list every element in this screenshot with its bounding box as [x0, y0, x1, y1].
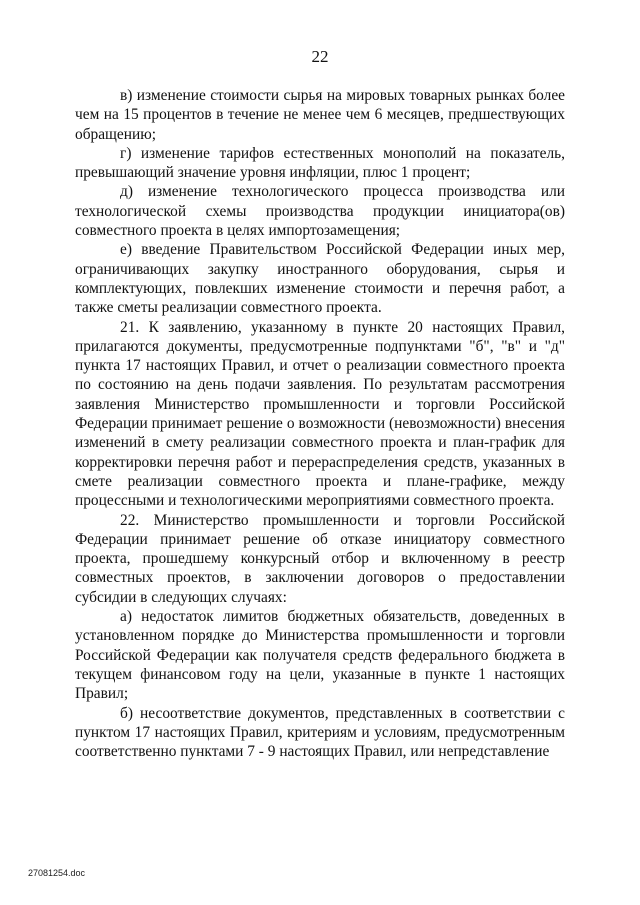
paragraph-item-e: е) введение Правительством Российской Федерации иных мер, ограничивающих закупку иностранного оборудования, сырья и комплектующих, повлекших изменение стоимости и перечня работ, а также сметы реализации совместного проекта.	[75, 241, 565, 317]
document-body	[75, 86, 565, 761]
page-number: 22	[311, 47, 329, 66]
paragraph-item-v: в) изменение стоимости сырья на мировых товарных рынках более чем на 15 процентов в течение не менее чем 6 месяцев, предшествующих обращению;	[75, 87, 565, 143]
paragraph-clause-22: 22. Министерство промышленности и торговли Российской Федерации принимает решение об отказе инициатору совместного проекта, прошедшему конкурсный отбор и включенному в реестр совместных проектов, в заключении договоров о предоставлении субсидии в следующих случаях:	[75, 511, 565, 606]
paragraph-item-b: б) несоответствие документов, представленных в соответствии с пунктом 17 настоящих Правил, критериям и условиям, предусмотренным соответственно пунктами 7 - 9 настоящих Правил, или непредставление	[75, 704, 565, 761]
paragraph-item-d: д) изменение технологического процесса производства или технологической схемы производства продукции инициатора(ов) совместного проекта в целях импортозамещения;	[75, 183, 565, 240]
paragraph-item-a: а) недостаток лимитов бюджетных обязательств, доведенных в установленном порядке до Министерства промышленности и торговли Российской Федерации как получателя средств федерального бюджета в текущем финансовом году на цели, указанные в пункте 1 настоящих Правил;	[75, 608, 565, 703]
document-filename: 27081254.doc	[28, 868, 86, 878]
paragraph-item-g: г) изменение тарифов естественных монополий на показатель, превышающий значение уровня инфляции, плюс 1 процент;	[75, 144, 565, 182]
paragraph-clause-21: 21. К заявлению, указанному в пункте 20 настоящих Правил, прилагаются документы, предусмотренные подпунктами "б", "в" и "д" пункта 17 настоящих Правил, и отчет о реализации совместного проекта по состоянию на день подачи заявления. По результатам рассмотрения заявления Министерство промышленности и торговли Российской Федерации принимает решение о возможности (невозможности) внесения изменений в смету реализации совместного проекта и план-график для корректировки перечня работ и перераспределения средств, указанных в смете реализации совместного проекта и плане-графике, между процессными и технологическими мероприятиями совместного проекта.	[75, 318, 565, 510]
